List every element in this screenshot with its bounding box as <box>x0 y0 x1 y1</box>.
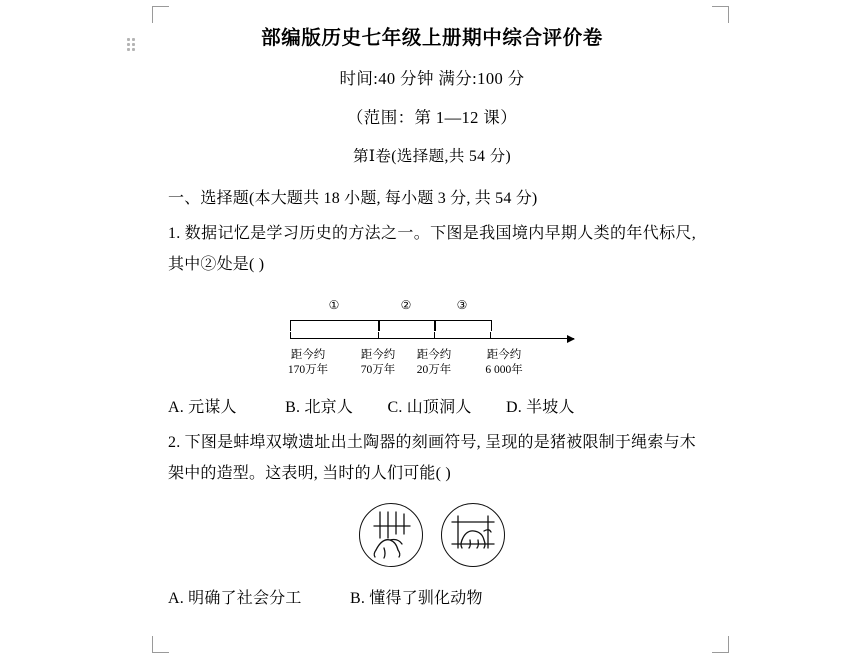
question-1-text: 1. 数据记忆是学习历史的方法之一。下图是我国境内早期人类的年代标尺, 其中②处是( ) <box>168 225 696 274</box>
timeline-label-2: 距今约 70万年 <box>360 349 396 377</box>
part-one-heading: 一、选择题(本大题共 18 小题, 每小题 3 分, 共 54 分) <box>168 190 538 208</box>
question-2-figure-seals <box>168 503 696 567</box>
timeline-tick-4 <box>490 332 491 339</box>
question-2-text: 2. 下图是蚌埠双墩遗址出土陶器的刻画符号, 呈现的是猪被限制于绳索与木架中的造型。这表明, 当时的人们可能( ) <box>168 434 696 483</box>
timeline-label-1: 距今约 170万年 <box>287 349 329 377</box>
crop-mark-top-left <box>152 6 169 23</box>
timeline-brace-1 <box>290 320 380 331</box>
timeline-axis <box>290 338 574 339</box>
exam-section-header: 第Ⅰ卷(选择题,共 54 分) <box>352 147 512 165</box>
page-title: 部编版历史七年级上册期中综合评价卷 <box>261 28 603 49</box>
question-2-options <box>168 585 696 608</box>
timeline-tick-1 <box>290 332 291 339</box>
question-1-option-d: D. 半坡人 <box>505 399 575 417</box>
timeline-tick-2 <box>378 332 379 339</box>
drag-handle-icon[interactable] <box>127 38 137 52</box>
exam-scope: （范围：第 1—12 课） <box>346 108 518 128</box>
question-1-option-a: A. 元谋人 <box>168 399 237 417</box>
seal-drawing-right <box>441 503 505 567</box>
timeline-label-4: 距今约 6 000年 <box>485 349 523 377</box>
crop-mark-top-right <box>712 6 729 23</box>
timeline-label-3: 距今约 20万年 <box>416 349 452 377</box>
document-content <box>168 26 696 608</box>
timeline-marker-3: ③ <box>456 298 468 313</box>
seal-drawing-left <box>359 503 423 567</box>
question-1-options <box>168 392 696 423</box>
timeline-marker-1: ① <box>328 298 340 313</box>
question-1-figure-timeline <box>282 290 582 386</box>
timeline-brace-2 <box>378 320 436 331</box>
question-2-option-b: B. 懂得了驯化动物 <box>349 590 483 608</box>
timeline-marker-2: ② <box>400 298 412 313</box>
question-1-option-c: C. 山顶洞人 <box>387 399 472 417</box>
question-1-option-b: B. 北京人 <box>285 399 354 417</box>
exam-time-score: 时间:40 分钟 满分:100 分 <box>339 69 525 89</box>
timeline-tick-3 <box>434 332 435 339</box>
crop-mark-bottom-left <box>152 636 169 653</box>
crop-mark-bottom-right <box>712 636 729 653</box>
question-2-option-a: A. 明确了社会分工 <box>168 590 302 608</box>
timeline-brace-3 <box>434 320 492 331</box>
